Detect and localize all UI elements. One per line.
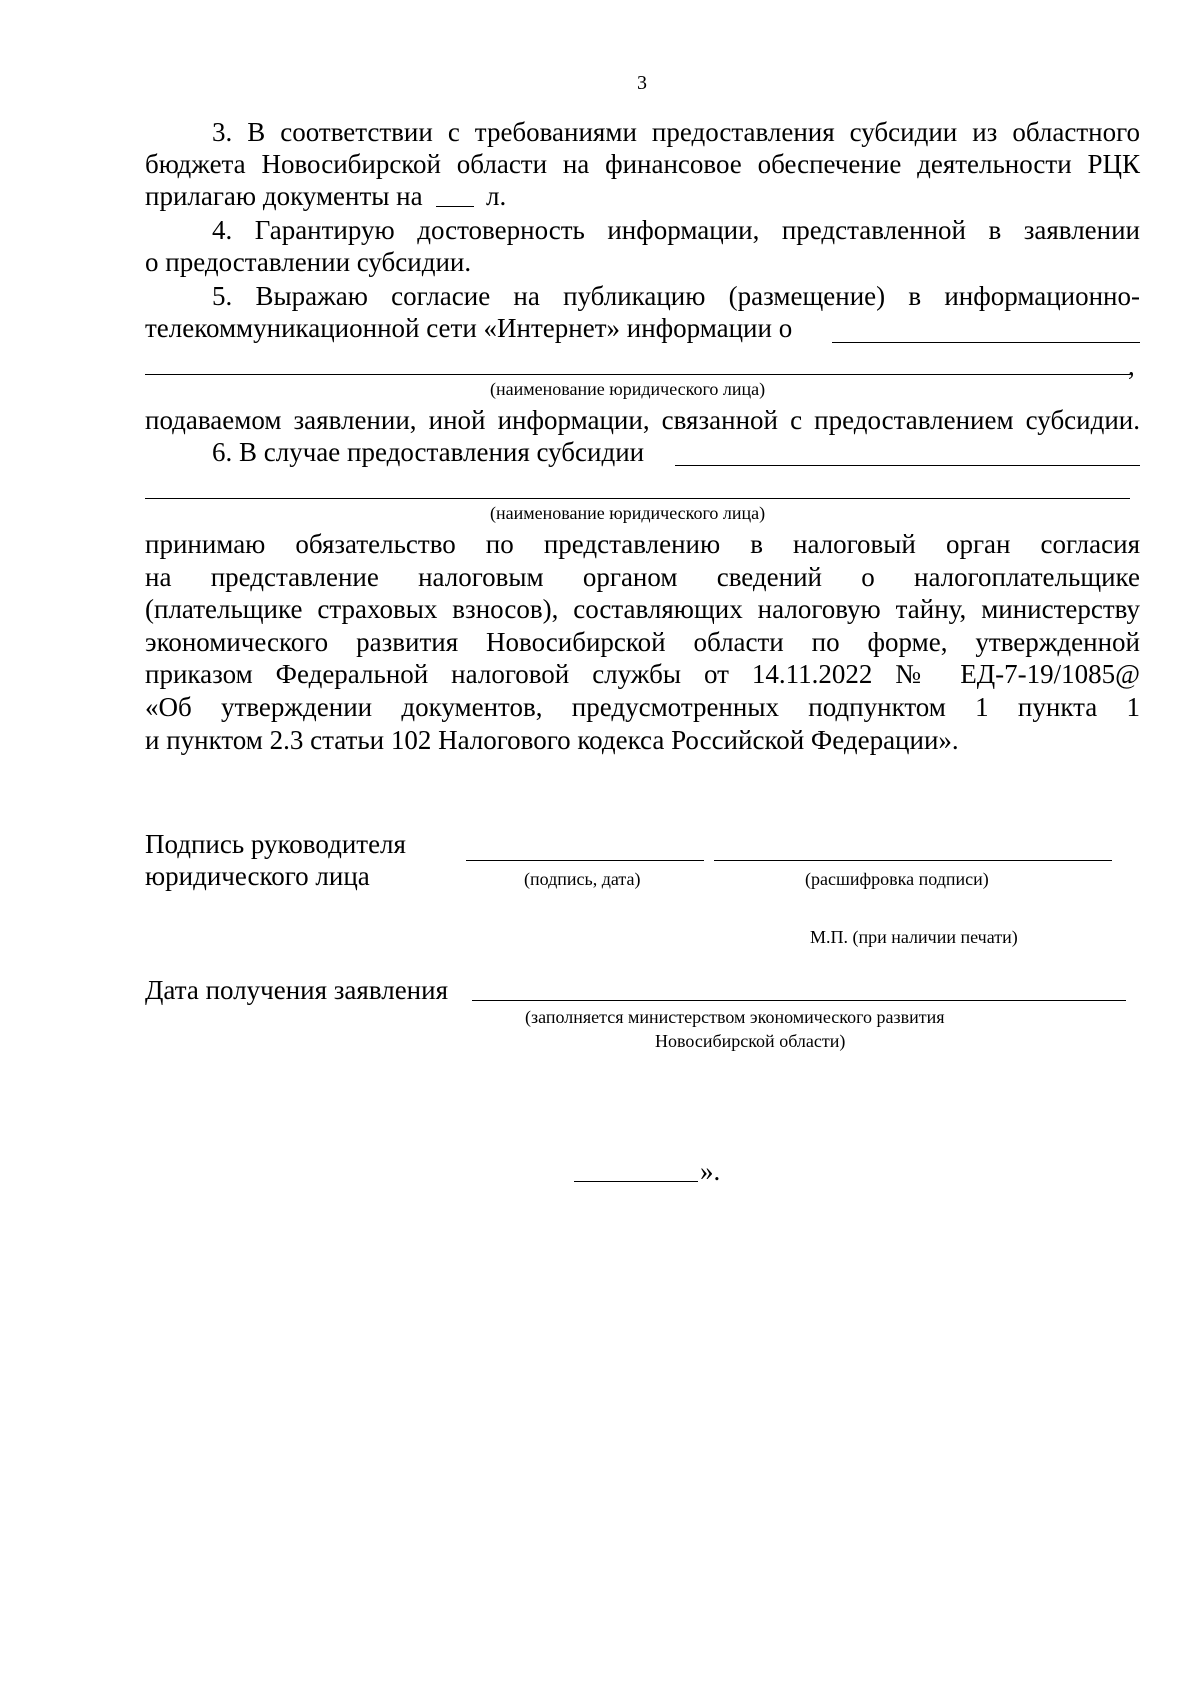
page-number: 3 [637,72,647,94]
signature-date-field[interactable] [466,860,704,861]
p3-line-1: 3. В соответствии с требованиями предоставления субсидии из областного [212,117,1140,147]
signature-decode-field[interactable] [714,860,1112,861]
p6-line-8: и пунктом 2.3 статьи 102 Налогового кодекса Российской Федерации». [145,725,959,755]
p5-comma: , [1128,351,1135,381]
p6-org-field-b[interactable] [145,498,1130,499]
p6-line-3: на представление налоговым органом сведений о налогоплательщике [145,562,1140,592]
p6-line-1: 6. В случае предоставления субсидии [212,437,645,467]
signature-caption-decode: (расшифровка подписи) [805,869,989,889]
receipt-label: Дата получения заявления [145,975,448,1005]
p3-line-3-text: прилагаю документы на [145,181,423,211]
p6-line-2: принимаю обязательство по представлению в налоговый орган согласия [145,529,1140,559]
p5-line-2: телекоммуникационной сети «Интернет» информации о [145,313,793,343]
stamp-note: М.П. (при наличии печати) [810,927,1018,947]
p6-line-5: экономического развития Новосибирской области по форме, утвержденной [145,627,1140,657]
p5-org-field-b[interactable] [145,374,1130,375]
p5-line-1: 5. Выражаю согласие на публикацию (размещение) в информационно- [212,281,1140,311]
closing-mark: ». [700,1156,721,1186]
p6-caption: (наименование юридического лица) [490,503,766,523]
signature-label-1: Подпись руководителя [145,829,406,859]
closing-line [574,1181,698,1182]
signature-label-2: юридического лица [145,861,370,891]
p6-line-7: «Об утверждении документов, предусмотренных подпунктом 1 пункта 1 [145,692,1140,722]
p4-line-1: 4. Гарантирую достоверность информации, представленной в заявлении [212,215,1140,245]
p6-line-6: приказом Федеральной налоговой службы от 14.11.2022 № ЕД-7-19/1085@ [145,659,1140,689]
p6-org-field-a[interactable] [675,465,1140,466]
receipt-caption-2: Новосибирской области) [655,1031,846,1051]
p6-line-4: (плательщике страховых взносов), составляющих налоговую тайну, министерству [145,594,1140,624]
receipt-date-field[interactable] [472,1000,1126,1001]
receipt-caption-1: (заполняется министерством экономического развития [525,1007,945,1027]
p4-line-2: о предоставлении субсидии. [145,247,472,277]
p3-line-2: бюджета Новосибирской области на финансовое обеспечение деятельности РЦК [145,149,1140,179]
pages-count-field[interactable] [436,206,474,207]
p5-org-field-a[interactable] [832,342,1140,343]
signature-caption-sign: (подпись, дата) [524,869,641,889]
p3-line-3-unit: л. [486,181,507,211]
p5-caption: (наименование юридического лица) [490,379,766,399]
p5-line-3: подаваемом заявлении, иной информации, связанной с предоставлением субсидии. [145,405,1140,435]
